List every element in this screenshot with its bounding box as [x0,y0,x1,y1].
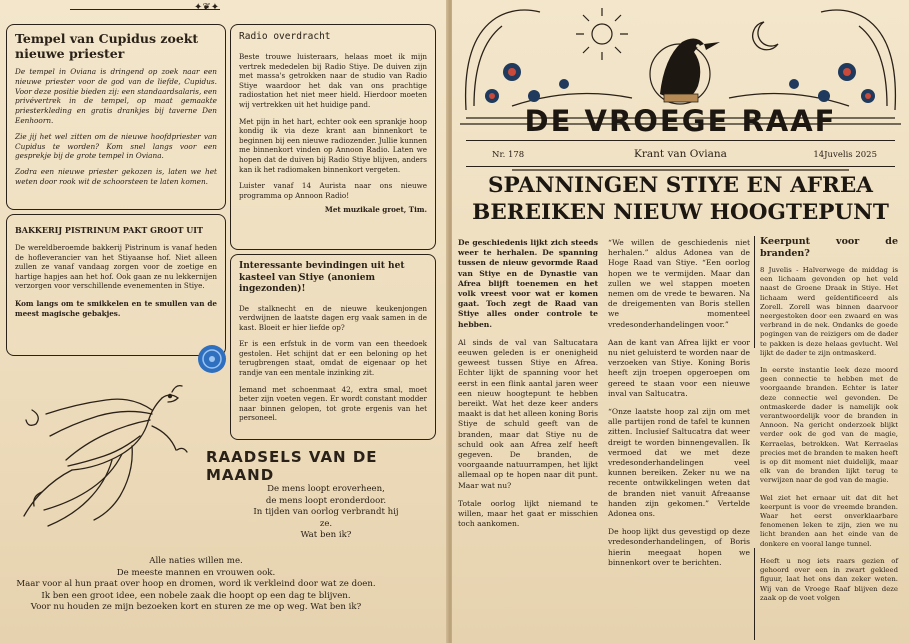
col1-paragraph-1: Al sinds de val van Saltucatara eeuwen geleden is er onenigheid geweest tussen Stiye en Afrea. Echter lijkt de spanning voor het eerst in een flink aantal jaren weer een nieuw hoogtepunt te hebben bereikt. Wat het deze keer anders maakt is dat het alleen koning Boris Stiye de schuld geeft van de branden, maar dat Stiye nu de schuld ook aan Afrea zelf heeft gegeven. De branden, de voorgaande natuurrampen, het lijkt allemaal op te hopen naar dit punt. Maar wat nu? [458,337,598,490]
lead-paragraph: De geschiedenis lijkt zich steeds weer te herhalen. De spanning tussen de nieuw gevormde Raad van Stiye en de Dynastie van Afrea blijft toenemen en het volk vreest voor wat er komen gaat. Toch zegt de Raad van Stiye alles onder controle te hebben. [458,238,598,329]
headline-line-1: SPANNINGEN STIYE EN AFREA [488,173,873,198]
col2-paragraph-4: De hoop lijkt dus gevestigd op deze vredesonderhandelingen, of Boris hierin meegaat hopen we binnenkort over te berichten. [608,527,750,567]
col3-paragraph-2: In eerste instantie leek deze moord geen connectie te hebben met de voorgaande branden. Echter is later deze connectie wel gevonden. De ontmaskerde dader is namelijk ook verantwoordelijk voor de branden in Annoon. Na gericht onderzoek blijkt verder ook de god van de magie, Kerraelas, betrokken. Wat Kerraelas precies met de branden te maken heeft is op dit moment niet duidelijk, maar elk van de branden lijkt terug te verwijzen naar de god van de magie. [760,366,898,485]
riddle-1-line: In tijden van oorlog verbrandt hij ze. [253,507,399,529]
masthead-subtitle: Krant van Oviana [634,148,727,160]
kasteel-paragraph-2: Er is een erfstuk in de vorm van een theedoek gestolen. Het schijnt dat er een beloning op het terugbrengen staat, omdat de eigenaar op het randje van een mentale inzinking zit. [239,339,427,378]
flower-left-icon [485,63,569,103]
column-divider-top [754,236,755,348]
article-column-1 [458,238,598,537]
riddle-2-line: Maar voor al hun praat over hoop en dromen, word ik verkleind door wat ze doen. [16,579,376,589]
riddle-1-line: Wat ben ik? [300,530,352,540]
radio-article [230,24,436,250]
col3-paragraph-3: Wel ziet het ernaar uit dat dit het keerpunt is voor de vreemde branden. Waar het eerst onverklaarbare fenomenen leken te zijn, zien we nu licht branden aan het einde van de donkere en vooral lange tunnel. [760,493,898,548]
masthead-rule-top [466,140,895,141]
right-page [452,0,909,643]
issue-date: 14Juvelis 2025 [813,150,877,160]
col1-paragraph-2: Totale oorlog lijkt niemand te willen, maar het gaat er misschien toch aankomen. [458,498,598,529]
bakkerij-article [6,214,226,356]
riddle-1-line: De mens loopt eroverheen, [267,484,385,494]
phoenix-bird-icon [12,380,202,530]
bakkerij-paragraph-2: Kom langs om te smikkelen en te smullen van de meest magische gebakjes. [15,298,217,318]
col2-paragraph-2: Aan de kant van Afrea lijkt er voor nu niet geluisterd te worden naar de verzoeken van Stiye. Koning Boris heeft zijn troepen opgeroepen om gereed te staan voor een nieuwe inval van Saltucatra. [608,337,750,398]
kasteel-paragraph-3: Iemand met schoenmaat 42, extra smal, moet beter zijn voeten vegen. Er wordt constant modder naar binnen gelopen, tot grote ergenis van het personeel. [239,384,427,423]
riddle-2-line: Ik ben een groot idee, een nobele zaak die hoopt op een dag te blijven. [41,590,351,601]
cupidus-paragraph-3: Zodra een nieuwe priester gekozen is, laten we het weten door rook wit de schoorsteen te laten komen. [15,167,217,186]
col3-title: Keerpunt voor de branden? [760,236,898,259]
col2-paragraph-3: “Onze laatste hoop zal zijn om met alle partijen rond de tafel te kunnen zitten. Inclusief Saltucatra dat weer dreigt te worden binnengevallen. Ik vermoed dat we met deze vredesonderhandelingen veel kunnen bereiken. Zeker nu we na recente ontwikkelingen weten dat de branden niet vanuit Afreaanse handen zijn gekomen.” Vertelde Adonea ons. [608,407,750,519]
masthead-title: DE VROEGE RAAF [524,104,837,138]
cupidus-paragraph-2: Zie jij het wel zitten om de nieuwe hoofdpriester van Cupidus te worden? Kom snel langs voor een gesprekje bij de grote tempel in Oviana. [15,131,217,161]
bakkerij-paragraph-1: De wereldberoemde bakkerij Pistrinum is vanaf heden de hofleverancier van het Stiyaanse hof. Niet alleen zullen ze vanaf vandaag zorgen voor de zoetige en hartige hapjes aan het hof. Ook gaan ze nu lekkernijen verzorgen voor verschillende evenementen in Stiye. [15,243,217,291]
radio-paragraph-1: Beste trouwe luisteraars, helaas moet ik mijn vertrek mededelen bij Radio Stiye. De duiven zijn met massa's getrokken naar de studio van Radio Stiye waardoor het dak van ons prachtige radiostation het niet meer hield. Hierdoor moeten wij vertrekken uit het huidige pand. [239,52,427,109]
kasteel-title: Interessante bevindingen uit het kasteel van Stiye (anoniem ingezonden)! [239,261,405,294]
cupidus-title: Tempel van Cupidus zoekt nieuwe priester [15,31,199,61]
raadsels-title: RAADSELS VAN DE MAAND [206,448,378,484]
flower-right-icon [789,63,875,103]
riddle-2-line: De meeste mannen en vrouwen ook. [116,567,276,578]
bakkerij-title: BAKKERIJ PISTRINUM PAKT GROOT UIT [15,225,203,235]
col3-paragraph-4: Heeft u nog iets raars gezien of gehoord over een in zwart gekleed figuur, laat het ons dan zeker weten. Wij van de Vroege Raaf blijven deze zaak op de voet volgen [760,556,898,602]
radio-title: Radio overdracht [239,31,331,42]
column-divider-bottom [754,548,755,640]
cupidus-paragraph-1: De tempel in Oviana is dringend op zoek naar een nieuwe priester voor de god van de liefde, Cupidus. Voor deze positie bieden zij: een standaardsalaris, een privévertrek in de tempel, op maat gemaakte priesterkleding en gratis drankjes bij taverne Den Eenhoorn. [15,67,217,125]
kasteel-article [230,254,436,440]
radio-paragraph-2: Met pijn in het hart, echter ook een sprankje hoop kondig ik via deze krant aan binnenkort te beginnen bij een nieuwe radiozender. Jullie kunnen me binnenkort vinden op Annoon Radio. Laten we hopen dat de duiven bij Radio Stiye blijven, anders kan ik het radiomaken binnenkort vergeten. [239,116,427,174]
flourish-icon: ✦❦✦ [194,2,220,13]
riddle-1 [246,484,406,542]
article-column-2 [608,238,750,576]
moon-icon [753,22,778,50]
raven-icon [650,38,720,104]
wax-seal-icon [196,343,228,375]
riddle-2-line: Alle naties willen me. [149,556,243,566]
article-column-3 [760,236,898,611]
masthead-rule-bottom [466,166,895,167]
sun-icon [576,8,628,60]
headline-line-2: BEREIKEN NIEUW HOOGTEPUNT [472,200,889,225]
left-page [0,0,448,643]
headline [452,172,909,226]
radio-paragraph-3: Luister vanaf 14 Aurista naar ons nieuwe programma op Annoon Radio! [239,181,427,200]
riddle-2 [6,556,386,614]
issue-number: Nr. 178 [492,150,525,160]
col2-paragraph-1: “We willen de geschiedenis niet herhalen.” aldus Adonea van de Hoge Raad van Stiye. “Een oorlog hopen we te vermijden. Maar dan zullen we wel stappen moeten nemen om de vrede te bewaren. Na de dreigementen van Boris stellen we momenteel vredesonderhandelingen voor.” [608,238,750,329]
col3-paragraph-1: 8 Juvelis - Halverwege de middag is een lichaam gevonden op het veld naast de Groene Draak in Stiye. Het lichaam werd geïdentificeerd als Zorell. Zorell was binnen daarvoor neergestoken door een zwaard en was verbrand in de nek. Ondanks de goede pogingen van de reizigers om de dader te pakken is deze helaas gevlucht. Wel lijkt de dader te zijn ontmaskerd. [760,266,898,357]
cupidus-article [6,24,226,210]
kasteel-paragraph-1: De stalknecht en de nieuwe keukenjongen verdwijnen de laatste dagen erg vaak samen in de kast. Bloeit er hier liefde op? [239,303,427,332]
radio-signature: Met muzikale groet, Tim. [324,205,427,215]
riddle-1-line: de mens loopt eronderdoor. [265,495,387,506]
riddle-2-line: Voor nu houden ze mijn bezoeken kort en sturen ze me op weg. Wat ben ik? [30,602,362,612]
